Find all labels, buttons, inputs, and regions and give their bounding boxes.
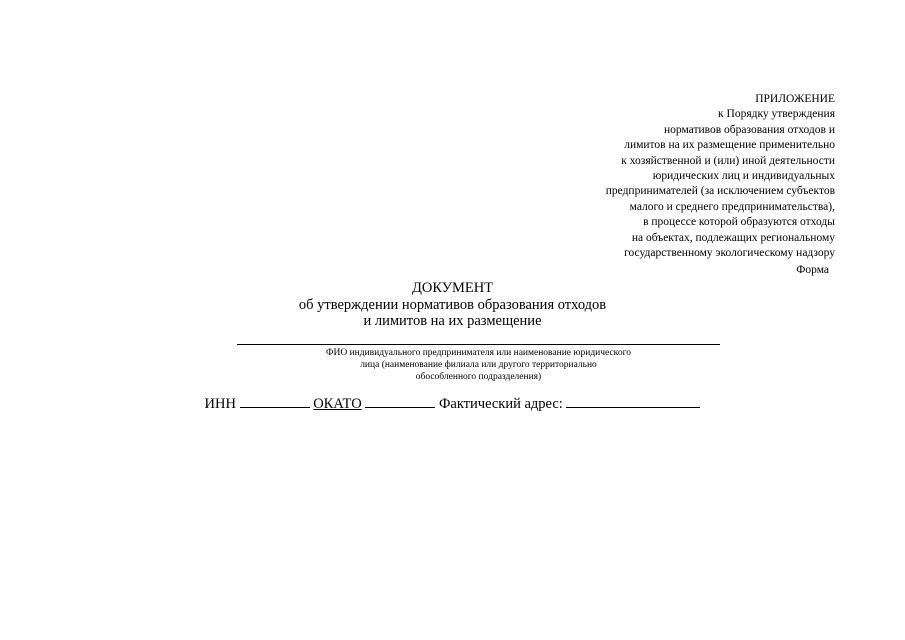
document-subtitle: и лимитов на их размещение	[363, 313, 542, 329]
appendix-line: юридических лиц и индивидуальных	[652, 170, 835, 183]
inn-fill-line[interactable]	[240, 393, 310, 408]
identification-row	[0, 393, 905, 413]
document-title: ДОКУМЕНТ	[411, 280, 494, 296]
appendix-line: государственному экологическому надзору	[624, 247, 835, 260]
okato-fill-line[interactable]	[365, 393, 435, 408]
appendix-line: в процессе которой образуются отходы	[643, 216, 835, 229]
appendix-block	[606, 92, 835, 261]
appendix-line: нормативов образования отходов и	[663, 123, 835, 136]
appendix-line: малого и среднего предпринимательства),	[629, 200, 835, 213]
fio-fill-line[interactable]	[237, 344, 720, 345]
inn-label: ИНН	[204, 396, 236, 412]
okato-label: ОКАТО	[313, 396, 362, 412]
appendix-line: к Порядку утверждения	[718, 108, 835, 121]
document-subtitle: об утверждении нормативов образования отходов	[298, 296, 607, 313]
fio-caption	[237, 347, 720, 383]
appendix-title: ПРИЛОЖЕНИЕ	[755, 93, 835, 105]
fio-caption-line: ФИО индивидуального предпринимателя или наименование юридического	[326, 348, 631, 358]
document-heading	[0, 280, 905, 330]
address-fill-line[interactable]	[566, 393, 700, 408]
fio-caption-line: обособленного подразделения)	[415, 372, 542, 382]
appendix-line: предпринимателей (за исключением субъектов	[605, 185, 835, 198]
appendix-line: лимитов на их размещение применительно	[624, 139, 835, 152]
fio-caption-line: лица (наименование филиала или другого территориально	[360, 360, 597, 370]
appendix-line: на объектах, подлежащих региональному	[631, 231, 835, 244]
address-label: Фактический адрес:	[438, 396, 563, 412]
form-label: Форма	[796, 264, 829, 276]
appendix-line: к хозяйственной и (или) иной деятельности	[621, 154, 835, 167]
